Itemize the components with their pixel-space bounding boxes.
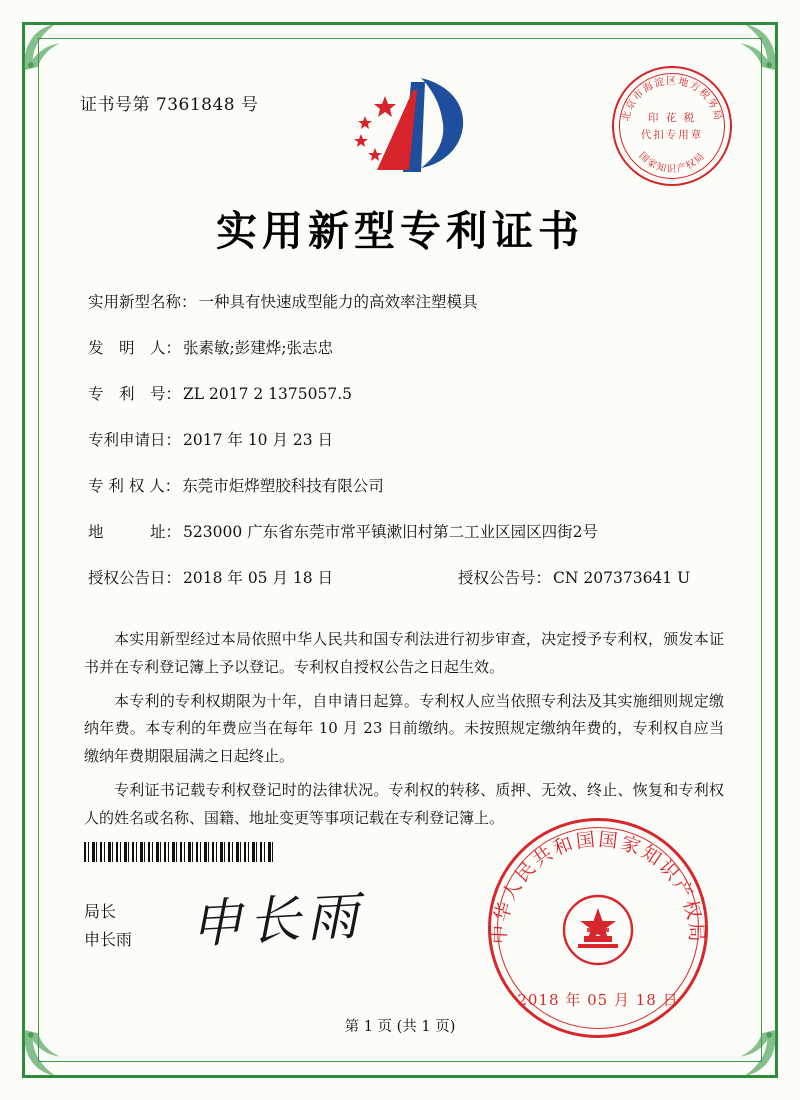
field-label: 实用新型名称：	[88, 293, 197, 311]
seal-arc-top-text: 北京市海淀区地方税务局	[620, 76, 724, 123]
official-seal	[488, 818, 708, 1038]
handwritten-signature: 申长雨	[188, 886, 366, 956]
seal-arc-text: 中华人民共和国国家知识产权局	[488, 828, 708, 945]
seal-line-2: 代扣专用章	[640, 129, 704, 141]
field-list	[88, 290, 726, 600]
field-patent-number	[88, 382, 726, 406]
field-label: 专 利 号：	[88, 385, 182, 404]
director-role-label: 局长	[84, 902, 117, 921]
paragraph-2: 本专利的专利权期限为十年，自申请日起算。专利权人应当依照专利法及其实施细则规定缴纳年费。本专利的年费应当在每年 10 月 23 日前缴纳。未按照规定缴纳年费的，专利权自应当缴纳年费期限届满之日起终止。	[84, 691, 724, 765]
field-utility-model-name	[88, 290, 726, 314]
field-label: 发 明 人：	[88, 339, 182, 358]
field-label: 授权公告号：	[458, 569, 552, 588]
seal-line-1: 印 花 税	[647, 112, 697, 124]
national-emblem-icon	[564, 896, 632, 964]
paragraph-3: 专利证书记载专利权登记时的法律状况。专利权的转移、质押、无效、终止、恢复和专利权人的姓名或名称、国籍、地址变更等事项记载在专利登记簿上。	[84, 780, 724, 827]
field-grant-row	[88, 566, 726, 590]
field-label: 地 址：	[88, 523, 182, 542]
field-application-date	[88, 428, 726, 452]
page-footer: 第 1 页 (共 1 页)	[344, 1019, 456, 1035]
field-label: 专利申请日：	[88, 431, 182, 450]
field-value: 2018 年 05 月 18 日	[183, 569, 334, 588]
field-label: 授权公告日：	[88, 569, 182, 588]
seal-center-lines	[612, 66, 732, 186]
field-inventors	[88, 336, 726, 360]
field-value: 一种具有快速成型能力的高效率注塑模具	[198, 293, 478, 311]
field-value: 张素敏;彭建烨;张志忠	[183, 339, 333, 358]
field-grant-date	[88, 566, 458, 590]
cnipa-logo-icon	[325, 72, 475, 182]
page-title: 实用新型专利证书	[216, 207, 584, 255]
paragraph-1: 本实用新型经过本局依照中华人民共和国专利法进行初步审查，决定授予专利权，颁发本证书并在专利登记簿上予以登记。专利权自授权公告之日起生效。	[84, 630, 724, 676]
field-value: CN 207373641 U	[553, 569, 691, 588]
field-address	[88, 520, 726, 544]
field-label: 专 利 权 人：	[88, 477, 181, 496]
field-grant-publication-number	[458, 566, 726, 590]
field-patentee	[88, 474, 726, 498]
seal-arc-bottom-text: 国家知识产权局	[636, 150, 708, 175]
field-value: 东莞市炬烨塑胶科技有限公司	[182, 477, 384, 496]
director-name: 申长雨	[84, 930, 133, 949]
field-value: 2017 年 10 月 23 日	[183, 431, 334, 450]
signature-block	[84, 898, 132, 954]
certificate-number: 证书号第 7361848 号	[80, 95, 259, 115]
certificate-content	[58, 58, 742, 1042]
tax-stamp-seal	[612, 66, 732, 186]
field-value: ZL 2017 2 1375057.5	[183, 385, 352, 404]
field-value: 523000 广东省东莞市常平镇漱旧村第二工业区园区四街2号	[183, 523, 598, 542]
barcode	[84, 842, 274, 862]
seal-date: 2018 年 05 月 18 日	[517, 991, 679, 1009]
legal-text	[84, 626, 724, 838]
